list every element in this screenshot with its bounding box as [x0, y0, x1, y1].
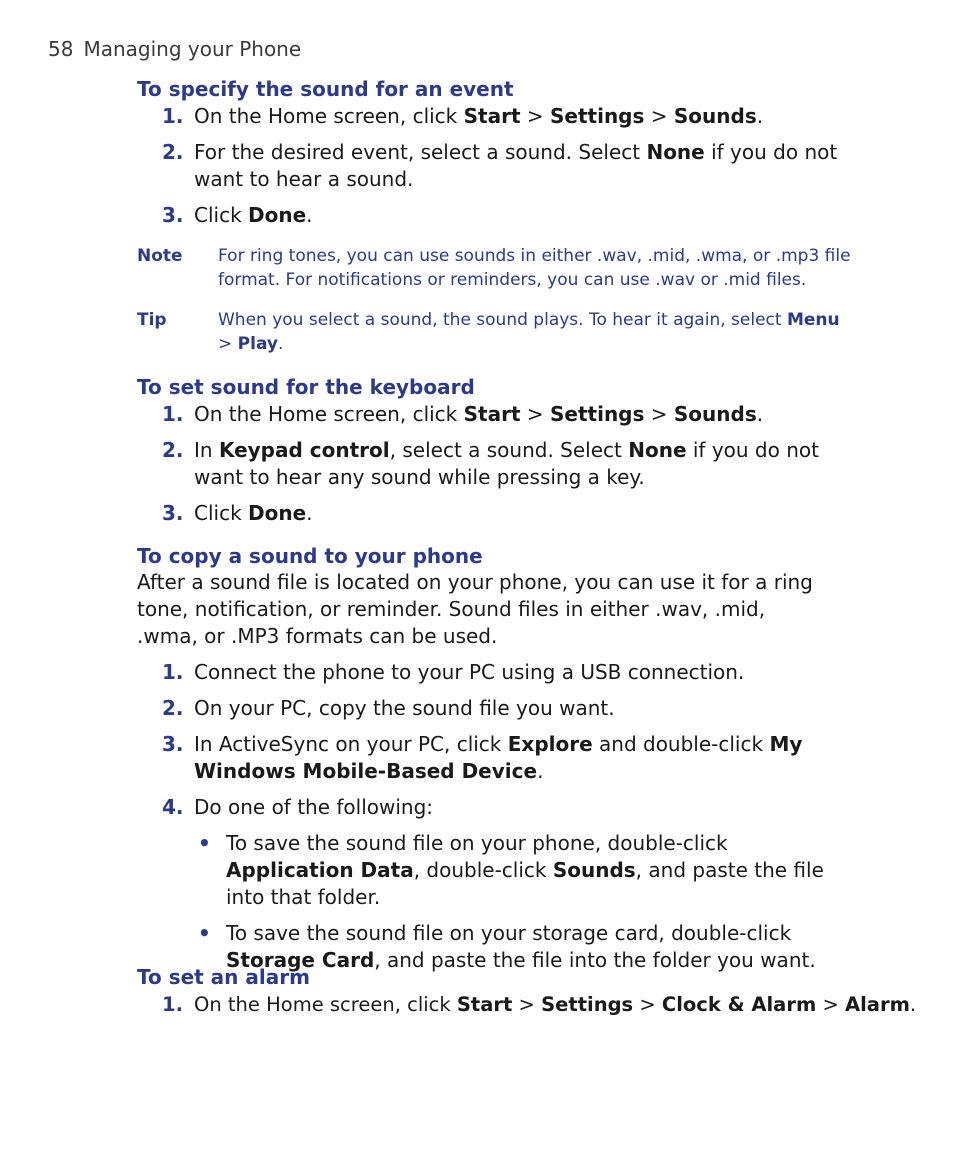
section-event-sound	[137, 76, 857, 238]
step-text: .	[909, 993, 917, 1016]
step-ui-term: Done	[248, 203, 307, 227]
step-ui-term: My Windows Mobile-Based Device	[194, 732, 803, 783]
section-intro: After a sound file is located on your phone, you can use it for a ring tone, notification, or reminder. Sound files in either .wav, .mid, .wma, or .MP3 formats can be used.	[137, 570, 813, 648]
step-text: .	[306, 203, 313, 227]
bullet-text: To save the sound file on your phone, double-click	[226, 831, 728, 855]
step-text: Do one of the following:	[194, 795, 434, 819]
tip-text-run: >	[218, 334, 238, 354]
step-text: >	[520, 402, 550, 426]
bullet-ui-term: Storage Card	[226, 948, 375, 972]
tip-block	[137, 308, 857, 356]
step-ui-term: Settings	[541, 993, 634, 1016]
bullet-ui-term: Sounds	[552, 858, 636, 882]
step-item	[137, 500, 857, 527]
step-text: if you do not want to hear a sound.	[194, 140, 838, 191]
bullet-text: To save the sound file on your storage card, double-click	[226, 921, 792, 945]
step-text: and double-click	[592, 732, 770, 756]
section-heading: To set sound for the keyboard	[137, 375, 475, 399]
step-number: 3.	[162, 203, 184, 227]
tip-text-run: .	[277, 334, 284, 354]
step-ui-term: Start	[463, 104, 521, 128]
step-ui-term: None	[628, 438, 687, 462]
step-text: >	[644, 104, 674, 128]
section-heading: To copy a sound to your phone	[137, 544, 483, 568]
note-text: For ring tones, you can use sounds in either .wav, .mid, .wma, or .mp3 file format. For notifications or reminders, you can use .wav or .mid files.	[218, 246, 851, 290]
step-ui-term: Done	[248, 501, 307, 525]
bullet-item	[137, 830, 857, 911]
step-ui-term: Start	[463, 402, 521, 426]
step-ui-term: Keypad control	[218, 438, 390, 462]
step-number: 1.	[162, 993, 183, 1016]
step-ui-term: Sounds	[673, 402, 757, 426]
bullet-icon: •	[198, 921, 211, 945]
step-text: >	[633, 993, 662, 1016]
step-text: >	[512, 993, 542, 1016]
running-header	[48, 37, 301, 61]
tip-text-run: When you select a sound, the sound plays. To hear it again, select	[218, 310, 787, 330]
bullet-text: , and paste the file into that folder.	[226, 858, 824, 909]
step-item	[137, 991, 917, 1018]
steps-list	[137, 401, 857, 527]
step-number: 1.	[162, 402, 184, 426]
step-ui-term: None	[646, 140, 705, 164]
page-number: 58	[48, 37, 74, 61]
step-text: Click	[194, 501, 249, 525]
step-text: , select a sound. Select	[389, 438, 629, 462]
step-text: .	[537, 759, 544, 783]
step-ui-term: Sounds	[673, 104, 757, 128]
bullet-icon: •	[198, 831, 211, 855]
section-set-alarm	[137, 964, 917, 1027]
section-copy-sound	[137, 543, 857, 983]
step-text: >	[816, 993, 846, 1016]
step-ui-term: Settings	[550, 104, 645, 128]
step-ui-term: Start	[456, 993, 513, 1016]
steps-list	[137, 103, 857, 229]
step-item	[137, 437, 857, 491]
step-text: Connect the phone to your PC using a USB connection.	[194, 660, 745, 684]
step-number: 1.	[162, 660, 184, 684]
tip-text	[218, 308, 857, 356]
step-item	[137, 794, 857, 821]
step-number: 3.	[162, 501, 184, 525]
section-keyboard-sound	[137, 374, 857, 536]
step-item	[137, 731, 857, 785]
step-item	[137, 695, 857, 722]
step-text: On the Home screen, click	[194, 402, 464, 426]
step-ui-term: Alarm	[845, 993, 910, 1016]
steps-list	[137, 659, 857, 821]
step-text: >	[520, 104, 550, 128]
step-text: In	[194, 438, 219, 462]
step-text: if you do not want to hear any sound while pressing a key.	[194, 438, 819, 489]
step-item	[137, 202, 857, 229]
step-text: On the Home screen, click	[194, 104, 464, 128]
step-text: .	[756, 104, 764, 128]
bullet-ui-term: Application Data	[226, 858, 414, 882]
note-label: Note	[137, 246, 183, 266]
step-ui-term: Clock & Alarm	[661, 993, 817, 1016]
step-text: In ActiveSync on your PC, click	[194, 732, 508, 756]
tip-ui-term: Menu	[786, 310, 840, 330]
step-ui-term: Explore	[507, 732, 593, 756]
step-text: On the Home screen, click	[194, 993, 457, 1016]
step-number: 4.	[162, 795, 184, 819]
note-block	[137, 244, 857, 292]
step-item	[137, 103, 857, 130]
step-text: Click	[194, 203, 249, 227]
tip-ui-term: Play	[237, 334, 278, 354]
bullet-list	[137, 830, 857, 974]
step-item	[137, 139, 857, 193]
step-text: >	[644, 402, 674, 426]
step-item	[137, 659, 857, 686]
tip-label: Tip	[137, 310, 167, 330]
step-number: 3.	[162, 732, 184, 756]
step-item	[137, 401, 857, 428]
step-text: .	[306, 501, 313, 525]
step-number: 2.	[162, 140, 184, 164]
chapter-title: Managing your Phone	[83, 37, 302, 61]
step-ui-term: Settings	[550, 402, 645, 426]
step-text: .	[756, 402, 764, 426]
bullet-text: , and paste the file into the folder you want.	[374, 948, 816, 972]
bullet-text: , double-click	[413, 858, 553, 882]
step-number: 1.	[162, 104, 184, 128]
step-number: 2.	[162, 438, 184, 462]
steps-list	[137, 991, 917, 1018]
section-heading: To specify the sound for an event	[137, 77, 514, 101]
step-text: For the desired event, select a sound. Select	[194, 140, 647, 164]
step-text: On your PC, copy the sound file you want.	[194, 696, 615, 720]
section-heading: To set an alarm	[137, 965, 310, 989]
step-number: 2.	[162, 696, 184, 720]
